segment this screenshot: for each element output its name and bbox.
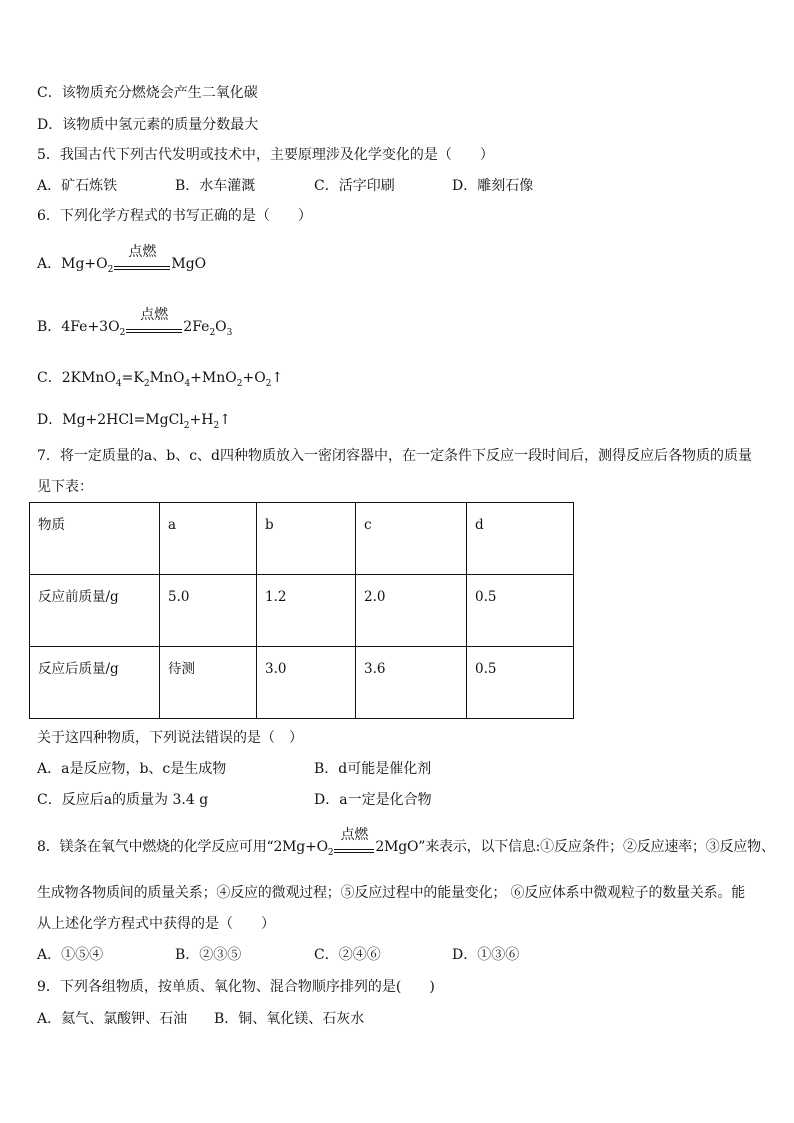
table-header-row (30, 503, 574, 575)
q5-option-c: C．活字印刷 (314, 178, 395, 194)
table-cell: 0.5 (467, 575, 574, 647)
table-cell: 反应后质量/g (30, 647, 160, 719)
table-cell: 3.6 (356, 647, 467, 719)
q8-stem-line2: 生成物各物质间的质量关系；④反应的微观过程；⑤反应过程中的能量变化； ⑥反应体系中微观粒子的数量关系。能 (37, 885, 746, 901)
reaction-condition: 点燃 (126, 320, 182, 338)
q7-question: 关于这四种物质，下列说法错误的是（ ） (37, 730, 303, 746)
reaction-condition: 点燃 (334, 840, 374, 858)
table-cell: 2.0 (356, 575, 467, 647)
q9-option-a: A．氦气、氯酸钾、石油 (37, 1011, 188, 1027)
table-cell: 物质 (30, 503, 160, 575)
table-cell: b (257, 503, 356, 575)
q8-option-a: A．①⑤④ (37, 947, 104, 963)
q6-option-a: A．$Mg+O_2$ 点燃 MgO (37, 244, 207, 275)
table-cell: 1.2 (257, 575, 356, 647)
q8-stem: 8．镁条在氧气中燃烧的化学反应可用“$2Mg+O_2$ 点燃 2MgO”来表示，以下信息:①反应条件；②反应速率；③反应物、 (37, 827, 775, 858)
table-cell: c (356, 503, 467, 575)
table-cell: 0.5 (467, 647, 574, 719)
q4-option-c: C．该物质充分燃烧会产生二氧化碳 (37, 85, 258, 101)
q5-option-a: A．矿石炼铁 (37, 178, 118, 194)
table-cell: a (160, 503, 257, 575)
q8-option-c: C．②④⑥ (314, 947, 381, 963)
q9-option-b: B．铜、氧化镁、石灰水 (214, 1011, 365, 1027)
q8-option-d: D．①③⑥ (452, 947, 520, 963)
q6-option-d: D．$Mg+2HCl=MgCl_2+H_2↑$ (37, 412, 231, 431)
q6-stem: 6．下列化学方程式的书写正确的是（ ） (37, 208, 312, 224)
q7-option-a: A．a是反应物，b、c是生成物 (37, 761, 227, 777)
mass-table (29, 502, 574, 719)
q8-option-b: B．②③⑤ (175, 947, 242, 963)
table-cell: d (467, 503, 574, 575)
q5-stem: 5．我国古代下列古代发明或技术中，主要原理涉及化学变化的是（ ） (37, 147, 494, 163)
table-cell: 反应前质量/g (30, 575, 160, 647)
table-cell: 待测 (160, 647, 257, 719)
table-row (30, 575, 574, 647)
q7-stem-line1: 7．将一定质量的a、b、c、d四种物质放入一密闭容器中，在一定条件下反应一段时间后，测得反应后各物质的质量 (37, 448, 753, 464)
q7-option-c: C．反应后a的质量为 3.4 g (37, 792, 209, 808)
q8-stem-line3: 从上述化学方程式中获得的是（ ） (37, 916, 275, 932)
q7-option-b: B．d可能是催化剂 (314, 761, 432, 777)
table-cell: 5.0 (160, 575, 257, 647)
gas-arrow-icon: ↑ (271, 370, 284, 386)
q6-option-b: B．$4Fe+3O_2$ 点燃 $2Fe_2O_3$ (37, 307, 233, 338)
q4-option-d: D．该物质中氢元素的质量分数最大 (37, 117, 259, 133)
q7-option-d: D．a一定是化合物 (314, 792, 432, 808)
q5-option-d: D．雕刻石像 (452, 178, 534, 194)
q5-option-b: B．水车灌溉 (175, 178, 256, 194)
table-row (30, 647, 574, 719)
q9-stem: 9．下列各组物质，按单质、氧化物、混合物顺序排列的是( ) (37, 979, 435, 995)
q7-stem-line2: 见下表： (37, 479, 93, 495)
table-cell: 3.0 (257, 647, 356, 719)
q6-option-c: C．$2KMnO_4=K_2MnO_4+MnO_2+O_2↑$ (37, 370, 284, 389)
reaction-condition: 点燃 (114, 257, 170, 275)
gas-arrow-icon: ↑ (219, 412, 231, 428)
